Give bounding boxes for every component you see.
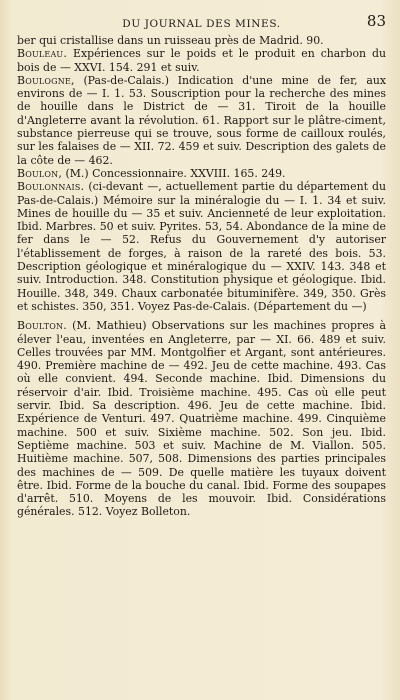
index-entry-continuation [17,34,386,47]
entry-head: Boulton. [17,319,67,333]
entry-head: Boulonnais. [17,180,85,194]
entry-text: (M.) Concessionnaire. XXVIII. 165. 249. [65,166,286,180]
entry-head: Boulogne, [17,73,75,87]
index-body [17,34,386,519]
index-entry-boulogne [17,74,386,167]
page-header [17,8,386,30]
entry-text: (ci-devant —, actuellement partie du département du Pas-de-Calais.) Mémoire sur la minéralogie du — I. 1. 34 et suiv. Mines de houille du — 35 et suiv. Ancienneté de leur exploitation. Ibid. Marbres. 50 et suiv. Pyrites. 53, 54. Abondance de la mine de fer dans le — 52. Refus du Gouvernement d'y autoriser l'établissement de forges, à raison de la rareté des bois. 53. Description géologique et minéralogique du — XXIV. 143. 348 et suiv. Introduction. 348. Constitution physique et géologique. Ibid. Houille. 348, 349. Chaux carbonatée bituminifère. 349, 350. Grès et schistes. 350, 351. Voyez Pas-de-Calais. (Département du —) [17,180,386,313]
entry-text: ber qui cristallise dans un ruisseau près de Madrid. 90. [17,34,324,47]
entry-head: Bouleau. [17,47,68,61]
running-head: DU JOURNAL DES MINES. [122,18,281,30]
index-entry-boulon [17,167,386,180]
index-entry-boulonnais [17,180,386,313]
page-number: 83 [366,12,386,30]
entry-head: Boulon, [17,166,63,180]
entry-text: (M. Mathieu) Observations sur les machines propres à élever l'eau, inventées en Angleterre, par — XI. 66. 489 et suiv. Celles trouvées par MM. Montgolfier et Argant, sont antérieures. 490. Première machine de — 492. Jeu de cette machine. 493. Cas où elle convient. 494. Seconde machine. Ibid. Dimensions du réservoir d'air. Ibid. Troisième machine. 495. Cas où elle peut servir. Ibid. Sa description. 496. Jeu de cette machine. Ibid. Expérience de Venturi. 497. Quatrième machine. 499. Cinquième machine. 500 et suiv. Sixième machine. 502. Son jeu. Ibid. Septième machine. 503 et suiv. Machine de M. Viallon. 505. Huitième machine. 507, 508. Dimensions des parties principales des machines de — 509. De quelle matière les tuyaux doivent être. Ibid. Forme de la bouche du canal. Ibid. Forme des soupapes d'arrêt. 510. Moyens de les mouvoir. Ibid. Considérations générales. 512. Voyez Bolleton. [17,319,386,519]
entry-text: Expériences sur le poids et le produit en charbon du bois de — XXVI. 154. 291 et suiv. [17,47,386,74]
index-entry-boulton [17,319,386,518]
entry-text: (Pas-de-Calais.) Indication d'une mine de fer, aux environs de — I. 1. 53. Souscription pour la recherche des mines de houille dans le District de — 31. Tiroit de la houille d'Angleterre avant la révolution. 61. Rapport sur le plâtre-ciment, substance pierreuse qui se trouve, sous forme de cailloux roulés, sur les falaises de — XII. 72. 459 et suiv. Description des galets de la côte de — 462. [17,73,386,167]
index-entry-bouleau [17,47,386,74]
